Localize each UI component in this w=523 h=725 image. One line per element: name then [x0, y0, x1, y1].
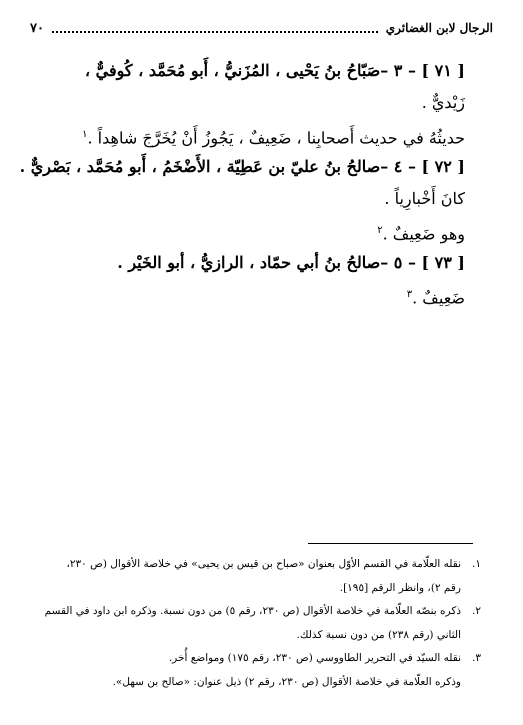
body-line: [82, 119, 465, 151]
footnote-number: ٢.: [472, 605, 481, 617]
footnote-ref: ٢: [377, 225, 383, 236]
footnote-separator: [308, 543, 473, 544]
body-line: [110, 183, 465, 215]
footnote-line: [35, 671, 481, 695]
footnotes: [35, 553, 481, 694]
body-text: [19, 55, 465, 311]
header-dotted-leader: [52, 23, 378, 33]
line-text: [ ٧١ ] – ٣ –صَبّاحُ بنُ يَحْيى ، المُزَنيُّ ، أَبو مُحَمَّد ، كُوفيٌّ ،: [84, 61, 465, 80]
footnote-line: [35, 553, 481, 577]
line-text: [ ٧٢ ] – ٤ –صالحُ بنُ عليّ بن عَطِيّة ، الأَضْخَمُ ، أَبو مُحَمَّد ، بَصْريٌّ .: [19, 157, 465, 176]
footnote-text: الثاني (رقم ٢٣٨) من دون نسبة كذلك.: [296, 628, 461, 641]
footnote-line: [35, 600, 481, 624]
body-line: [110, 215, 465, 247]
footnote-ref: ١: [82, 129, 88, 140]
line-text: كانَ أَخْبارِياً .: [384, 189, 465, 208]
line-text: زَيْديٌّ .: [421, 93, 465, 112]
footnote-text: رقم ٢)، وانظر الرقم [١٩٥].: [339, 581, 461, 594]
running-header: [30, 18, 493, 38]
line-text: [ ٧٣ ] – ٥ –صالحُ بنُ أبي حمّاد ، الرازيُّ ، أبو الخَيْر .: [117, 253, 465, 272]
footnote-text: وذكره العلّامة في خلاصة الأقوال (ص ٢٣٠، رقم ٢) ذيل عنوان: «صالح بن سهل».: [112, 675, 461, 688]
line-text: حديثُهُ في حديث أَصحابِنا ، ضَعِيفٌ ، يَجُوزُ أَنْ يُخَرَّجَ شاهِداً .: [87, 128, 465, 148]
footnote-line: [35, 647, 481, 671]
body-line: [19, 151, 465, 183]
header-title: الرجال لابن الغضائري: [385, 21, 493, 35]
body-line: [110, 87, 465, 119]
footnote-text: ذكره بنصّه العلّامة في خلاصة الأقوال (ص ٢٣٠، رقم ٥) من دون نسبة. وذكره ابن داود في القسم: [44, 605, 461, 617]
body-line: [84, 55, 465, 87]
footnote-ref: ٣: [406, 289, 413, 300]
body-line: [110, 279, 465, 311]
footnote-number: ٣.: [472, 652, 481, 664]
footnote-text: نقله السيّد في التحرير الطاووسي (ص ٢٣٠، رقم ١٧٥) ومواضع أُخر.: [168, 652, 461, 664]
footnote-text: نقله العلّامة في القسم الأوّل بعنوان «صباح بن قيس بن يحيى» في خلاصة الأقوال (ص ٢٣٠،: [66, 558, 461, 570]
line-text: وهو ضَعِيفٌ .: [382, 224, 465, 244]
body-line: [110, 247, 465, 279]
footnote-line: [35, 577, 481, 601]
footnote-line: [35, 624, 481, 648]
page-number: ٧٠: [30, 20, 44, 36]
line-text: ضَعِيفٌ .: [412, 288, 465, 308]
footnote-number: ١.: [472, 558, 481, 570]
